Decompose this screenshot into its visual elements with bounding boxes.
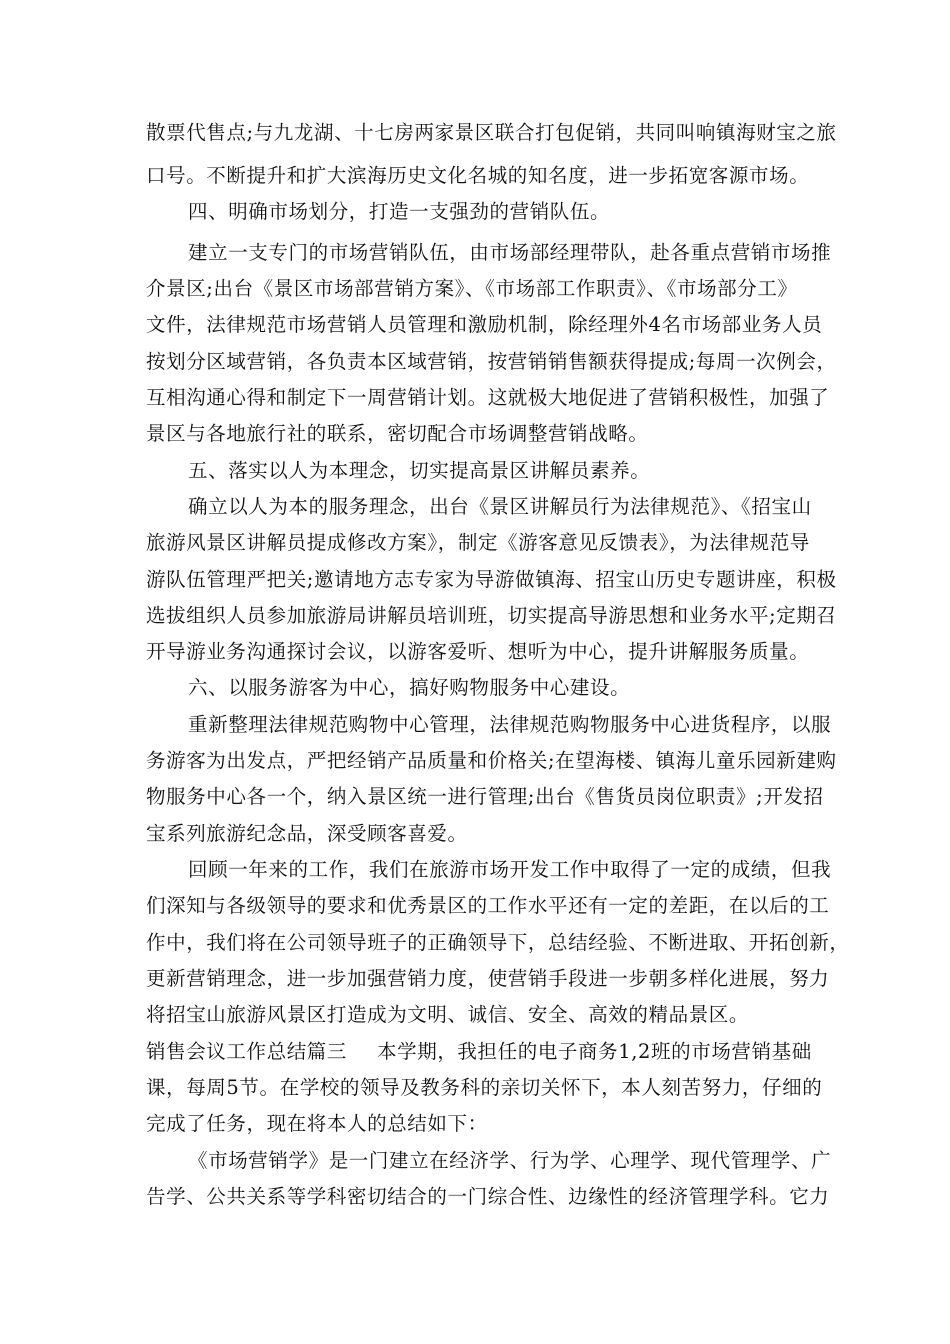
text-line: 散票代售点;与九龙湖、十七房两家景区联合打包促销，共同叫响镇海财宝之旅 [146,121,837,144]
text-line: 景区与各地旅行社的联系，密切配合市场调整营销战略。 [146,422,649,445]
section-heading: 五、落实以人为本理念，切实提高景区讲解员素养。 [188,459,651,482]
text-line: 互相沟通心得和制定下一周营销计划。这就极大地促进了营销积极性，加强了 [146,386,830,409]
text-line: 游队伍管理严把关;邀请地方志专家为导游做镇海、招宝山历史专题讲座，积极 [146,568,837,591]
text-line: 按划分区域营销，各负责本区域营销，按营销销售额获得提成;每周一次例会， [146,350,837,373]
text-line: 口号。不断提升和扩大滨海历史文化名城的知名度，进一步拓宽客源市场。 [146,164,810,187]
text-line: 宝系列旅游纪念品，深受顾客喜爱。 [146,822,468,845]
article-title-inline [146,1039,812,1065]
article-title: 销售会议工作总结篇三 [146,1040,348,1063]
section-heading: 六、以服务游客为中心，搞好购物服务中心建设。 [188,676,631,699]
text-line: 《市场营销学》是一门建立在经济学、行为学、心理学、现代管理学、广 [188,1149,832,1172]
text-line: 开导游业务沟通探讨会议，以游客爱听、想听为中心，提升讲解服务质量。 [146,640,810,663]
text-line: 物服务中心各一个，纳入景区统一进行管理;出台《售货员岗位职责》;开发招 [146,785,824,808]
text-line: 建立一支专门的市场营销队伍，由市场部经理带队，赴各重点营销市场推 [188,241,832,264]
text-line: 更新营销理念，进一步加强营销力度，使营销手段进一步朝多样化进展，努力 [146,967,830,990]
text-line: 将招宝山旅游风景区打造成为文明、诚信、安全、高效的精品景区。 [146,1003,750,1026]
text-line: 们深知与各级领导的要求和优秀景区的工作水平还有一定的差距，在以后的工 [146,894,830,917]
text-line: 重新整理法律规范购物中心管理，法律规范购物服务中心进货程序，以服 [188,713,832,736]
text-line: 旅游风景区讲解员提成修改方案》，制定《游客意见反馈表》，为法律规范导 [146,531,810,554]
text-line: 完成了任务，现在将本人的总结如下： [146,1112,488,1135]
text-line: 本学期，我担任的电子商务1,2班的市场营销基础 [377,1040,812,1063]
text-line: 确立以人为本的服务理念，出台《景区讲解员行为法律规范》、《招宝山 [188,495,812,518]
text-line: 务游客为出发点，严把经销产品质量和价格关;在望海楼、镇海儿童乐园新建购 [146,749,837,772]
text-line: 作中，我们将在公司领导班子的正确领导下，总结经验、不断进取、开拓创新， [146,931,850,954]
text-line: 回顾一年来的工作，我们在旅游市场开发工作中取得了一定的成绩，但我 [188,858,832,881]
text-line: 文件，法律规范市场营销人员管理和激励机制，除经理外4名市场部业务人员 [146,313,823,336]
text-line: 课，每周5节。在学校的领导及教务科的亲切关怀下，本人刻苦努力，仔细的 [146,1076,823,1099]
text-line: 选拔组织人员参加旅游局讲解员培训班，切实提高导游思想和业务水平;定期召 [146,604,837,627]
text-line: 告学、公共关系等学科密切结合的一门综合性、边缘性的经济管理学科。它力 [146,1185,830,1208]
section-heading: 四、明确市场划分，打造一支强劲的营销队伍。 [188,200,611,223]
text-line: 介景区;出台《景区市场部营销方案》、《市场部工作职责》、《市场部分工》 [146,277,798,300]
